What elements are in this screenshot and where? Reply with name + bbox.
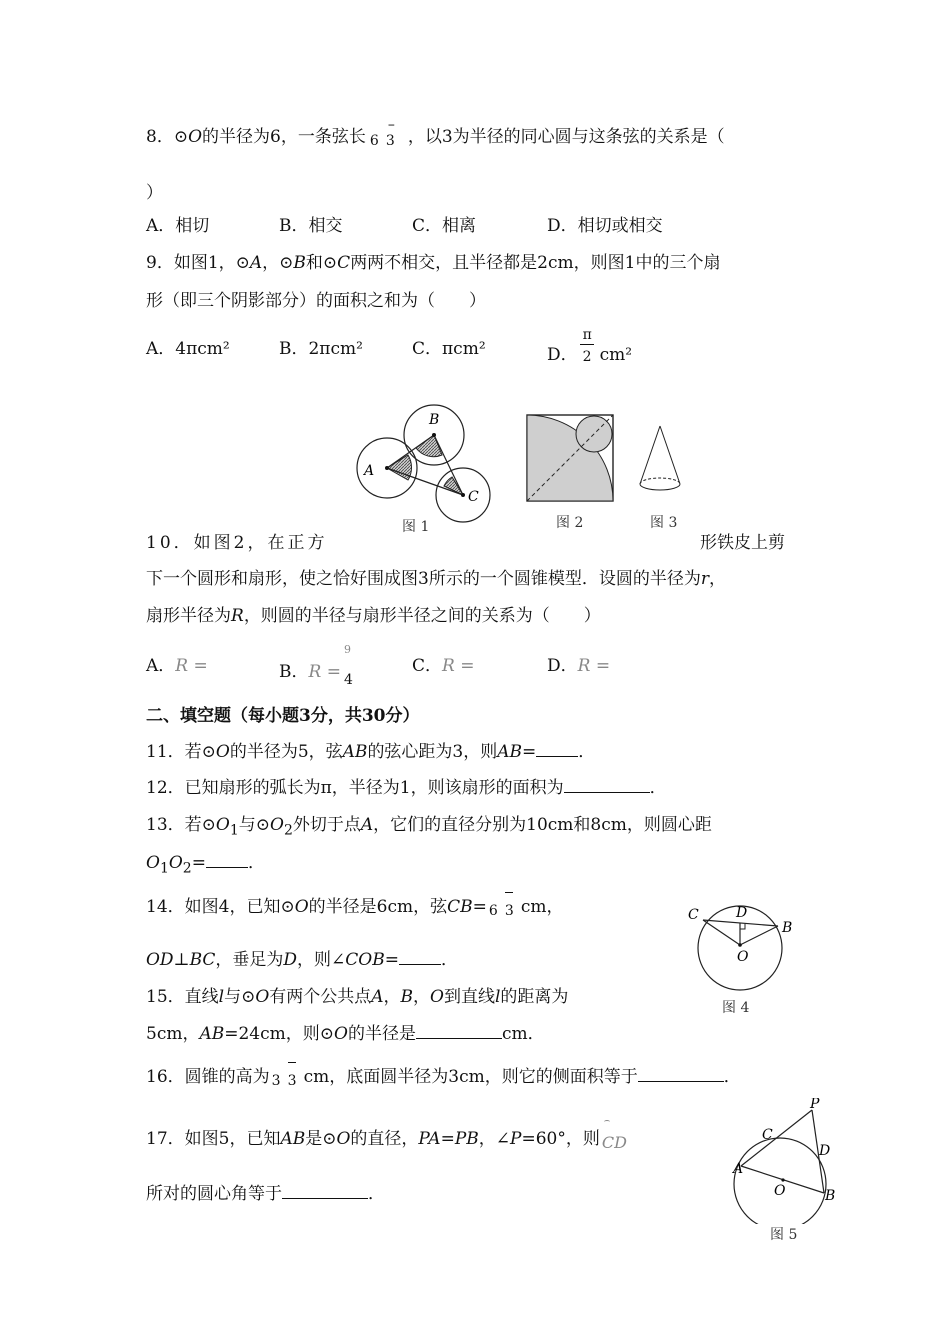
q8-line1 (146, 117, 725, 149)
point-o (738, 943, 742, 947)
label-d: D (736, 905, 748, 921)
figure-2-caption: 图 2 (556, 515, 584, 531)
q8-option-c: C．相离 (412, 216, 477, 236)
cone-base-front (640, 484, 680, 490)
label-c: C (468, 489, 479, 505)
figure-4-caption: 图 4 (722, 1000, 750, 1016)
q8-option-b: B．相交 (279, 216, 343, 236)
q14-radical: 6 3 (487, 890, 521, 912)
label-o: O (774, 1183, 786, 1199)
figure-1 (350, 400, 500, 530)
q17-arc: CD (600, 1122, 634, 1144)
q8-close: ） (146, 183, 163, 203)
q16-blank[interactable] (638, 1065, 724, 1082)
segment-oc (703, 920, 740, 945)
q13-line2: $O_1O_2=$ ． (146, 853, 265, 877)
q9-line1: 9．如图1，⊙A，⊙B和⊙C两两不相交，且半径都是2cm，则图1中的三个扇 (146, 253, 721, 273)
q15-line1: 15．直线l与⊙O有两个公共点A，B，O到直线l的距离为 (146, 987, 569, 1007)
figure-4 (682, 900, 802, 1000)
figure-5-caption: 图 5 (770, 1227, 798, 1243)
label-a: A (364, 463, 375, 479)
q8-option-d: D．相切或相交 (547, 216, 663, 236)
q16: 16．圆锥的高为 3 3 cm，底面圆半径为3cm，则它的侧面积等于 ． (146, 1060, 741, 1088)
q8-text: ，以3为半径的同心圆与这条弦的关系是（ (407, 127, 725, 147)
q17-line1: 17．如图5，已知AB是⊙O的直径，PA=PB，∠P=60°，则 CD (146, 1122, 634, 1150)
q12-blank[interactable] (564, 776, 650, 793)
label-b: B (782, 920, 793, 936)
q10-b-fraction: 9 4 (343, 643, 353, 688)
point-b (432, 433, 436, 437)
point-o (781, 1178, 784, 1181)
right-angle-mark (740, 924, 745, 929)
label-b: B (825, 1188, 836, 1204)
q16-radical: 3 3 (270, 1060, 304, 1082)
circle-o (734, 1138, 826, 1224)
figure-2 (524, 412, 616, 504)
q15-blank[interactable] (416, 1022, 502, 1039)
q9-option-a: A．4πcm² (146, 339, 230, 359)
label-c: C (688, 907, 699, 923)
point-a (385, 466, 389, 470)
q15-line2: 5cm，AB=24cm，则⊙O的半径是 cm． (146, 1024, 545, 1044)
point-c (461, 493, 465, 497)
q8-option-a: A．相切 (146, 216, 210, 236)
q8-radical: 6 – 3 (369, 117, 395, 149)
q13-blank[interactable] (206, 851, 248, 868)
q17-line2: 所对的圆心角等于 ． (146, 1184, 385, 1204)
q9-d-fraction: $\frac{\pi}{2}$ (578, 338, 600, 360)
sector-c (444, 477, 463, 495)
q9-option-c: C．πcm² (412, 339, 486, 359)
q13-line1: 13．若$⊙O_1$与$⊙O_2$外切于点A，它们的直径分别为10cm和8cm，则圆心距 (146, 815, 712, 839)
q10-option-a: A．R = (146, 656, 208, 676)
cone-side-right (660, 426, 680, 484)
q10-option-c: C．R = (412, 656, 475, 676)
q10-option-b: B．R = 9 4 (279, 655, 357, 683)
cone-base-back (640, 478, 680, 484)
segment-pa (741, 1110, 812, 1166)
cone-side-left (640, 426, 660, 484)
figure-5 (728, 1098, 848, 1224)
q14-line2: OD⊥BC，垂足为D，则∠COB= ． (146, 950, 458, 970)
label-o: O (737, 949, 749, 965)
section-2-heading: 二、填空题（每小题3分，共30分） (146, 706, 420, 726)
q12: 12．已知扇形的弧长为π，半径为1，则该扇形的面积为 ． (146, 778, 667, 798)
q8-circle-o: O (188, 127, 202, 147)
q10-line2: 下一个圆形和扇形，使之恰好围成图3所示的一个圆锥模型．设圆的半径为r， (146, 569, 726, 589)
figure-1-caption: 图 1 (402, 519, 430, 535)
q14-blank[interactable] (399, 948, 441, 965)
label-c: C (762, 1127, 773, 1143)
figure-3-caption: 图 3 (650, 515, 678, 531)
q8-text: 的半径为6，一条弦长 (202, 127, 366, 147)
q9-option-d: D． $\frac{\pi}{2}$ cm² (547, 327, 633, 365)
q9-line2: 形（即三个阴影部分）的面积之和为（ ） (146, 291, 486, 311)
q17-blank[interactable] (282, 1182, 368, 1199)
q8-text: 8．⊙ (146, 127, 189, 147)
figure-3 (636, 422, 686, 502)
q11: 11．若⊙O的半径为5，弦AB的弦心距为3，则AB= ． (146, 742, 596, 762)
q10-line1a: 10．如图2，在正方 (146, 533, 328, 553)
q10-option-d: D．R = (547, 656, 611, 676)
q9-option-b: B．2πcm² (279, 339, 363, 359)
label-p: P (810, 1098, 820, 1112)
q10-line3: 扇形半径为R，则圆的半径与扇形半径之间的关系为（ ） (146, 606, 601, 626)
label-d: D (819, 1143, 831, 1159)
label-b: B (429, 412, 440, 428)
label-a: A (733, 1161, 744, 1177)
q10-line1b: 形铁皮上剪 (700, 533, 785, 553)
q14-line1: 14．如图4，已知⊙O的半径是6cm，弦CB= 6 3 cm， (146, 890, 564, 918)
segment-ob (740, 926, 778, 945)
q11-blank[interactable] (536, 740, 578, 757)
